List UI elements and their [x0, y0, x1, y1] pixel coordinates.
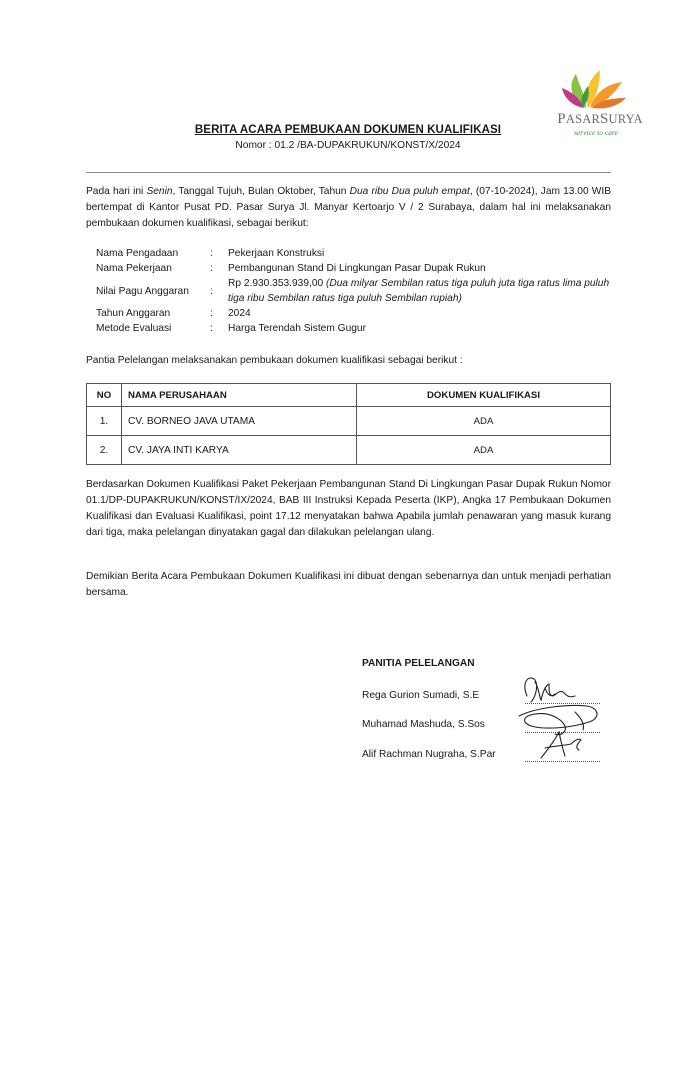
info-row	[96, 306, 611, 321]
committee-member: Rega Gurion Sumadi, S.E	[362, 690, 480, 701]
legal-basis-paragraph: Berdasarkan Dokumen Kualifikasi Paket Pekerjaan Pembangunan Stand Di Lingkungan Pasar Dupak Rukun Nomor 01.1/DP-DUPAKRUKUN/KONST/IX/2024, BAB III Instruksi Kepada Peserta (IKP), Angka 17 Pembukaan Dokumen Kualifikasi dan Evaluasi Kualifikasi, point 17.12 menyatakan bahwa Apabila jumlah penawaran yang masuk kurang dari tiga, maka pelelangan dinyatakan gagal dan dilakukan pelelangan ulang.	[86, 479, 611, 538]
document-number: Nomor : 01.2 /BA-DUPAKRUKUN/KONST/X/2024	[235, 140, 461, 151]
info-value: 2024	[228, 308, 251, 319]
table-row	[87, 407, 611, 436]
info-colon: :	[210, 285, 213, 297]
committee-member: Muhamad Mashuda, S.Sos	[362, 719, 485, 730]
row-number: 1.	[87, 407, 122, 436]
info-colon: :	[210, 323, 213, 334]
info-value: Harga Terendah Sistem Gugur	[228, 323, 366, 334]
pasar-surya-logo-icon	[562, 64, 632, 110]
info-colon: :	[210, 263, 213, 274]
info-label: Nama Pekerjaan	[96, 263, 172, 274]
logo-tagline: service to care	[574, 128, 618, 137]
info-value: Pembangunan Stand Di Lingkungan Pasar Dupak Rukun	[228, 263, 486, 274]
info-label: Tahun Anggaran	[96, 308, 171, 319]
companies-table	[86, 383, 611, 465]
procurement-info-table	[96, 246, 611, 336]
logo-wordmark: PASARSURYA	[557, 111, 643, 127]
signature-icon	[505, 668, 615, 768]
closing-paragraph: Demikian Berita Acara Pembukaan Dokumen Kualifikasi ini dibuat dengan sebenarnya dan untuk menjadi perhatian bersama.	[86, 571, 611, 598]
document-status: ADA	[357, 436, 611, 465]
info-label: Metode Evaluasi	[96, 323, 172, 334]
company-name: CV. BORNEO JAVA UTAMA	[122, 407, 357, 436]
committee-member: Alif Rachman Nugraha, S.Par	[362, 749, 496, 760]
committee-title: PANITIA PELELANGAN	[362, 658, 475, 669]
info-value: Pekerjaan Konstruksi	[228, 248, 325, 259]
info-row	[96, 321, 611, 336]
info-label: Nilai Pagu Anggaran	[96, 285, 189, 297]
info-row	[96, 246, 611, 261]
info-colon: :	[210, 308, 213, 319]
table-header-row	[87, 384, 611, 407]
document-status: ADA	[357, 407, 611, 436]
header-divider	[86, 172, 611, 173]
info-row	[96, 261, 611, 276]
header-document: DOKUMEN KUALIFIKASI	[357, 384, 611, 407]
info-row	[96, 276, 611, 306]
table-row	[87, 436, 611, 465]
info-colon: :	[210, 248, 213, 259]
company-name: CV. JAYA INTI KARYA	[122, 436, 357, 465]
info-value: Rp 2.930.353.939,00 (Dua milyar Sembilan ratus tiga puluh juta tiga ratus lima puluh tiga ribu Sembilan ratus tiga puluh Sembilan rupiah)	[228, 278, 610, 304]
info-label: Nama Pengadaan	[96, 248, 179, 259]
header-no: NO	[87, 384, 122, 407]
document-title: BERITA ACARA PEMBUKAAN DOKUMEN KUALIFIKASI	[194, 124, 502, 136]
row-number: 2.	[87, 436, 122, 465]
header-company: NAMA PERUSAHAAN	[122, 384, 357, 407]
intro-paragraph: Pada hari ini Senin, Tanggal Tujuh, Bulan Oktober, Tahun Dua ribu Dua puluh empat, (07-10-2024), Jam 13.00 WIB bertempat di Kantor Pusat PD. Pasar Surya Jl. Manyar Kertoarjo V / 2 Surabaya, dalam hal ini melaksanakan pembukaan dokumen kualifikasi, sebagai berikut:	[86, 186, 612, 229]
pantia-statement: Pantia Pelelangan melaksanakan pembukaan dokumen kualifikasi sebagai berikut :	[86, 355, 463, 366]
